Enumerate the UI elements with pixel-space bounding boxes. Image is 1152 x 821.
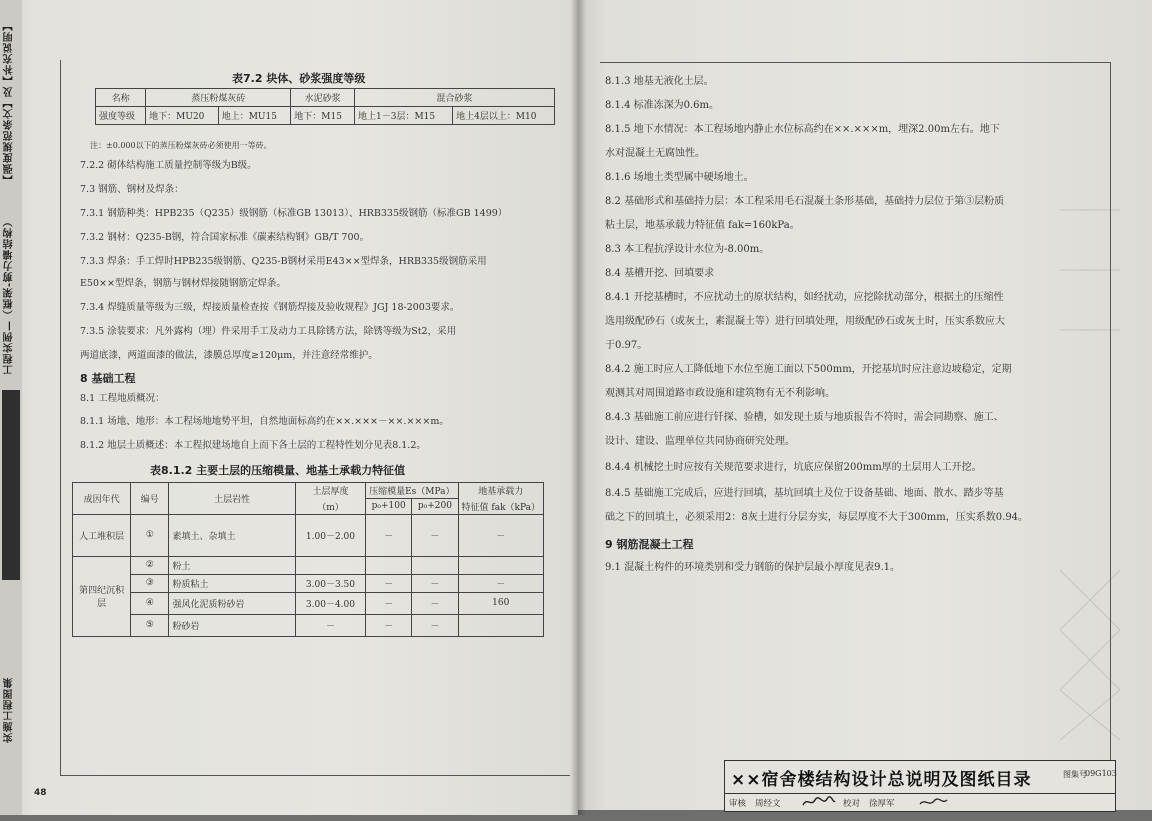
- signature-row: [725, 793, 1115, 812]
- left-line: 7.3.3 焊条：手工焊时HPB235级钢筋、Q235-B钢材采用E43××型焊条，HRB335级钢筋采用: [80, 256, 487, 267]
- table72-row-label: 强度等级: [96, 107, 146, 125]
- table812-no: ③: [131, 574, 169, 592]
- right-top-frame-line: [600, 62, 1110, 63]
- section8-heading: 8 基础工程: [80, 372, 136, 385]
- right-line: 8.3 本工程抗浮设计水位为-8.00m。: [605, 244, 770, 255]
- table812-h-p200: p₀+200: [412, 499, 458, 515]
- book-gutter: [570, 0, 586, 815]
- right-line: 8.1.4 标准冻深为0.6m。: [605, 100, 720, 111]
- table812-thick: [295, 556, 365, 574]
- side-tab-example: 工程实例—（框架-剪力墙结构）: [4, 215, 15, 375]
- table812-thick: －: [295, 614, 365, 636]
- table812-name: 粉土: [169, 556, 295, 574]
- table812-fak: [458, 614, 543, 636]
- right-line: 8.1.5 地下水情况：本工程场地内静止水位标高约在××.×××m，埋深2.00m左右。地下: [605, 124, 1000, 135]
- table812-p200: [412, 556, 458, 574]
- table812-name: 粉质粘土: [169, 574, 295, 592]
- right-line: 8.1.3 地基无液化土层。: [605, 76, 714, 87]
- table812-p100: －: [366, 574, 412, 592]
- right-line: 9.1 混凝土构件的环境类别和受力钢筋的保护层最小厚度见表9.1。: [605, 562, 900, 573]
- table72-note: 注：±0.000以下的蒸压粉煤灰砖必须使用一等砖。: [90, 141, 272, 150]
- table812-age-artificial: 人工堆积层: [73, 514, 131, 556]
- table812-fak: 160: [458, 592, 543, 614]
- table812-thick: 3.00－3.50: [295, 574, 365, 592]
- table72-h-brick: 蒸压粉煤灰砖: [146, 89, 291, 107]
- table812-p200: －: [412, 614, 458, 636]
- right-line: 8.1.6 场地土类型属中硬场地土。: [605, 172, 754, 183]
- table72-cell: 地上：MU15: [218, 107, 291, 125]
- left-line: 7.3.5 涂装要求：凡外露构（埋）件采用手工及动力工具除锈方法，除锈等级为St2，采用: [80, 326, 457, 337]
- table812-no: ②: [131, 556, 169, 574]
- table72-caption: 表7.2 块体、砂浆强度等级: [232, 72, 366, 85]
- right-line: 8.4 基槽开挖、回填要求: [605, 268, 715, 279]
- left-line: 8.1.2 地层土质概述：本工程拟建场地自上而下各土层的工程特性划分见表8.1.2。: [80, 440, 426, 451]
- table72-h-mixed: 混合砂浆: [355, 89, 555, 107]
- table72-cell: 地下：M15: [291, 107, 355, 125]
- table812-p200: －: [412, 514, 458, 556]
- left-frame-line: [60, 60, 61, 775]
- left-line: E50××型焊条，钢筋与钢材焊接随钢筋定焊条。: [80, 278, 286, 289]
- table812-name: 素填土、杂填土: [169, 514, 295, 556]
- check-label: 校对: [843, 799, 861, 809]
- table812-thick: 1.00－2.00: [295, 514, 365, 556]
- table812-p200: －: [412, 592, 458, 614]
- table812-fak: －: [458, 574, 543, 592]
- side-tab-notes: 【强度规范条文】及【补充说明】: [4, 20, 15, 186]
- drawing-title: ××宿舍楼结构设计总说明及图纸目录: [731, 770, 1032, 790]
- check-signature-icon: [917, 795, 953, 809]
- table72-h-name: 名称: [96, 89, 146, 107]
- table812-h-thick: 土层厚度: [295, 483, 365, 499]
- table812-name: 强风化泥质粉砂岩: [169, 592, 295, 614]
- right-line: 8.2 基础形式和基础持力层：本工程采用毛石混凝土条形基础，基础持力层位于第③层粉质: [605, 196, 1005, 207]
- right-line: 于0.97。: [605, 340, 648, 351]
- table812-p200: －: [412, 574, 458, 592]
- right-line: 8.4.1 开挖基槽时，不应扰动土的原状结构，如经扰动，应挖除扰动部分，根据土的压缩性: [605, 292, 1004, 303]
- section9-heading: 9 钢筋混凝土工程: [605, 538, 694, 551]
- table72-h-cement: 水泥砂浆: [291, 89, 355, 107]
- left-line: 两道底漆，两道面漆的做法，漆膜总厚度≥120μm，并注意经常维护。: [80, 350, 378, 361]
- review-label: 审核: [729, 799, 747, 809]
- side-tab-atlas: 实施工程图集: [4, 677, 15, 743]
- atlas-number-label: 图集号: [1063, 770, 1087, 779]
- table812-no: ⑤: [131, 614, 169, 636]
- left-line: 7.2.2 砌体结构施工质量控制等级为B级。: [80, 160, 257, 171]
- table812-p100: [366, 556, 412, 574]
- table812-name: 粉砂岩: [169, 614, 295, 636]
- check-name: 徐厚军: [869, 799, 895, 809]
- right-line: 8.4.4 机械挖土时应按有关规范要求进行，坑底应保留200mm厚的土层用人工开挖。: [605, 462, 982, 473]
- left-line: 7.3.4 焊缝质量等级为三级，焊接质量检查按《钢筋焊接及验收规程》JGJ 18-2003要求。: [80, 302, 460, 313]
- left-line: 7.3.1 钢筋种类：HPB235（Q235）级钢筋（标准GB 13013）、HRB335级钢筋（标准GB 1499）: [80, 208, 508, 219]
- table812-h-age: 成因年代: [73, 483, 131, 515]
- left-line: 7.3.2 钢材：Q235-B钢，符合国家标准《碳素结构钢》GB/T 700。: [80, 232, 370, 243]
- table72-cell: 地上4层以上：M10: [453, 107, 555, 125]
- table812-no: ①: [131, 514, 169, 556]
- title-block: [724, 760, 1116, 812]
- table812-no: ④: [131, 592, 169, 614]
- right-line: 础之下的回填土，必须采用2：8灰土进行分层夯实，每层厚度不大于300mm，压实系数0.94。: [605, 512, 1029, 523]
- table812-caption: 表8.1.2 主要土层的压缩模量、地基土承载力特征值: [150, 464, 406, 477]
- right-line: 粘土层，地基承载力特征值 fak=160kPa。: [605, 220, 800, 231]
- right-line: 设计、建设、监理单位共同协商研究处理。: [605, 436, 795, 447]
- table812-age-quaternary: 第四纪沉积层: [73, 556, 131, 636]
- right-line: 8.4.2 施工时应人工降低地下水位至施工面以下500mm，开挖基坑时应注意边坡稳定，定期: [605, 364, 1012, 375]
- table72: [95, 88, 555, 125]
- table812-h-es: 压缩模量Es（MPa）: [366, 483, 458, 499]
- table812-h-fak2: 特征值 fak（kPa）: [458, 499, 543, 515]
- side-tab-dark: [2, 390, 20, 580]
- left-line: 8.1.1 场地、地形：本工程场地地势平坦，自然地面标高约在××.×××－××.×××m。: [80, 416, 449, 427]
- table812-fak: [458, 556, 543, 574]
- table812-h-fak1: 地基承载力: [458, 483, 543, 499]
- table72-cell: 地上1－3层：M15: [355, 107, 453, 125]
- table812-p100: －: [366, 514, 412, 556]
- bleed-through-pattern: [1060, 90, 1120, 740]
- right-line: 观测其对周围道路市政设施和建筑物有无不利影响。: [605, 388, 835, 399]
- page-number: 48: [34, 788, 47, 798]
- table812-fak: －: [458, 514, 543, 556]
- left-line: 7.3 钢筋、钢材及焊条：: [80, 184, 184, 195]
- table812-p100: －: [366, 592, 412, 614]
- table812-h-p100: p₀+100: [366, 499, 412, 515]
- review-signature-icon: [801, 795, 837, 809]
- atlas-number: 09G103: [1085, 769, 1117, 778]
- left-line: 8.1 工程地质概况：: [80, 393, 165, 404]
- right-line: 8.4.5 基础施工完成后，应进行回填，基坑回填土及位于设备基础、地面、散水、踏步等基: [605, 488, 1004, 499]
- review-name: 周经文: [755, 799, 781, 809]
- table812-thick: 3.00－4.00: [295, 592, 365, 614]
- right-line: 水对混凝土无腐蚀性。: [605, 148, 705, 159]
- table812-h-thick-unit: （m）: [295, 499, 365, 515]
- table72-cell: 地下：MU20: [146, 107, 219, 125]
- right-line: 8.4.3 基础施工前应进行钎探、验槽，如发现土质与地质报告不符时，需会同勘察、施工、: [605, 412, 1004, 423]
- table812-h-name: 土层岩性: [169, 483, 295, 515]
- table812-p100: －: [366, 614, 412, 636]
- bottom-frame-line: [60, 775, 570, 776]
- table812: [72, 482, 544, 637]
- table812-h-no: 编号: [131, 483, 169, 515]
- right-line: 选用级配砂石（或灰土，素混凝土等）进行回填处理，用级配砂石或灰土时，压实系数应大: [605, 316, 1005, 327]
